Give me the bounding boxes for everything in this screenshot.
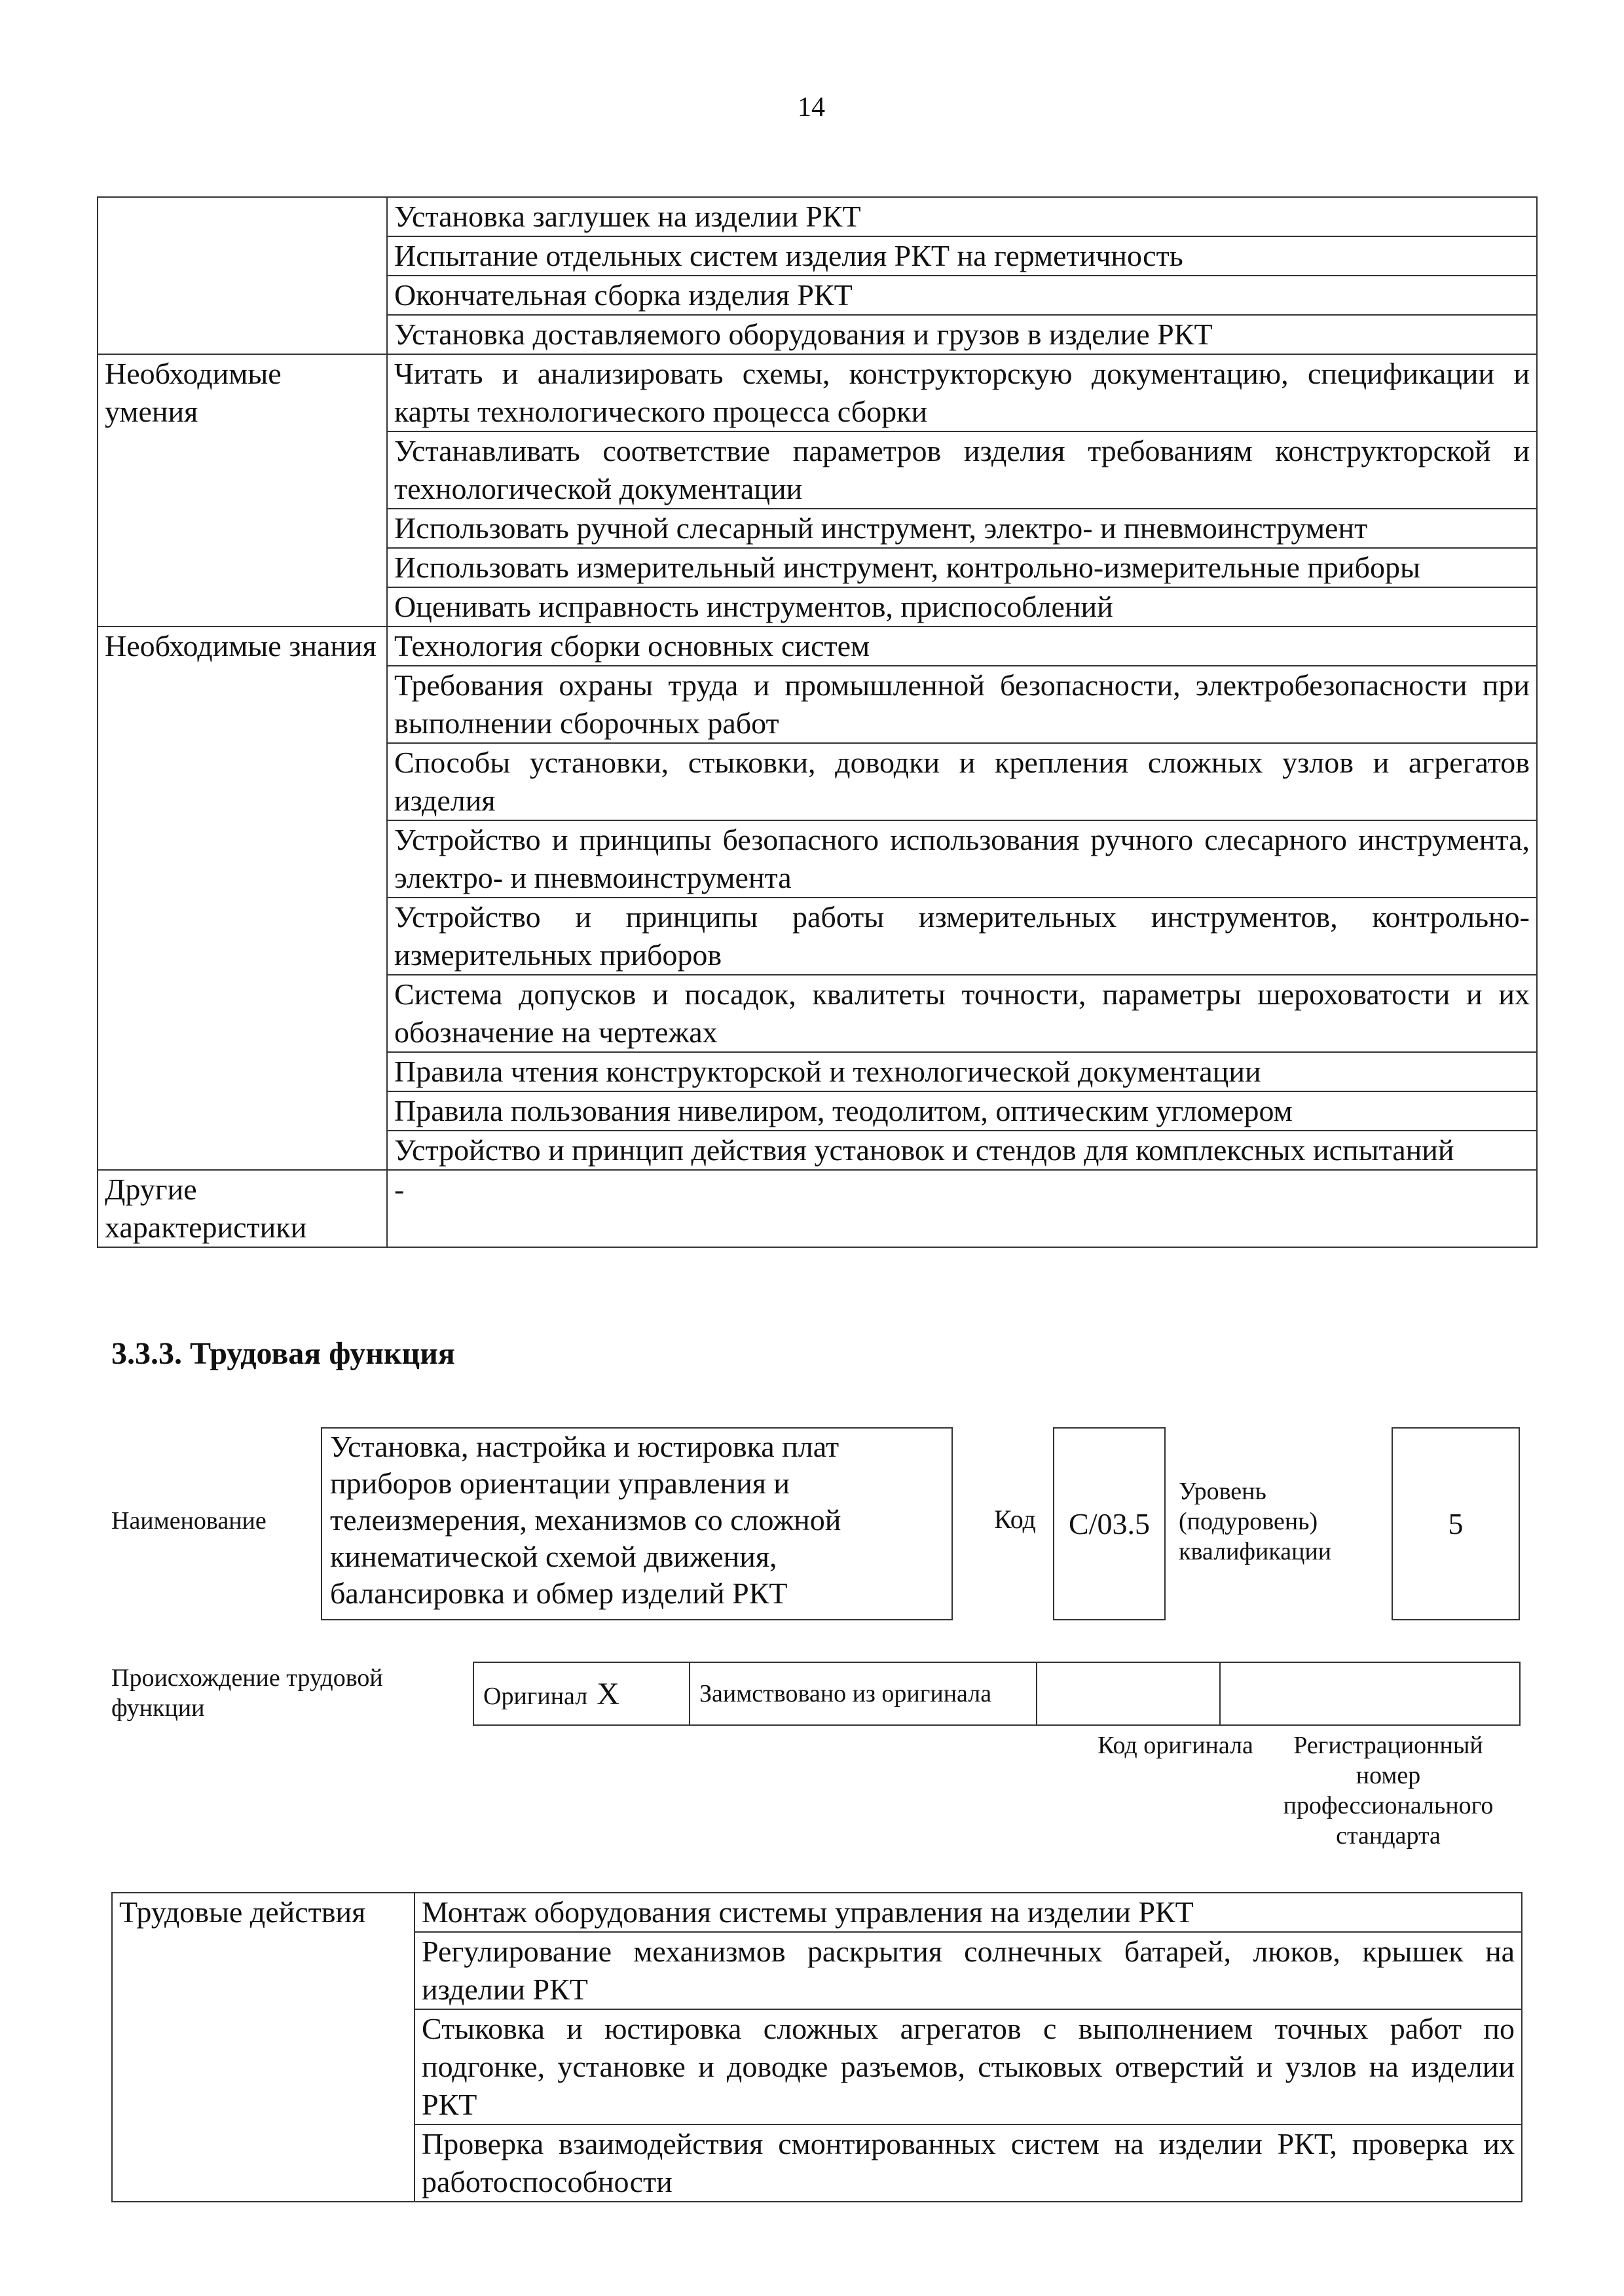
table-row <box>98 197 1537 236</box>
page-number: 14 <box>798 92 825 122</box>
table-cell: Регулирование механизмов раскрытия солнечных батарей, люков, крышек на изделии РКТ <box>415 1932 1522 2009</box>
table-cell: Способы установки, стыковки, доводки и крепления сложных узлов и агрегатов изделия <box>387 743 1537 820</box>
table-cell: Проверка взаимодействия смонтированных систем на изделии РКТ, проверка их работоспособности <box>415 2124 1522 2202</box>
table-row <box>98 1170 1537 1247</box>
level-box: 5 <box>1392 1427 1520 1620</box>
table-cell: Стыковка и юстировка сложных агрегатов с выполнением точных работ по подгонке, установке и доводке разъемов, стыковых отверстий и узлов на изделии РКТ <box>415 2009 1522 2124</box>
table-row <box>98 354 1537 431</box>
row-label: Необходимые знания <box>98 627 387 1170</box>
table-row <box>112 1893 1522 1932</box>
origin-label: Происхождение трудовой функции <box>111 1664 383 1722</box>
original-cell <box>473 1662 690 1725</box>
table-cell: Использовать ручной слесарный инструмент, электро- и пневмоинструмент <box>387 509 1537 548</box>
table-cell: Правила чтения конструкторской и технологической документации <box>387 1052 1537 1091</box>
reg-number-cell <box>1220 1662 1520 1725</box>
code-box: С/03.5 <box>1053 1427 1166 1620</box>
row-label: Другие характеристики <box>98 1170 387 1247</box>
table-cell: Окончательная сборка изделия РКТ <box>387 276 1537 315</box>
reg-number-label: Регистрационный номер профессионального стандарта <box>1283 1732 1494 1850</box>
row-label: Трудовые действия <box>112 1893 415 2202</box>
table-cell: - <box>387 1170 1537 1247</box>
table-cell: Требования охраны труда и промышленной безопасности, электробезопасности при выполнении сборочных работ <box>387 666 1537 743</box>
labor-actions-table <box>111 1892 1522 2202</box>
table-cell: Монтаж оборудования системы управления на изделии РКТ <box>415 1893 1522 1932</box>
row-label: Необходимые умения <box>98 354 387 627</box>
table-cell: Устройство и принцип действия установок и стендов для комплексных испытаний <box>387 1131 1537 1170</box>
function-name-box: Установка, настройка и юстировка плат приборов ориентации управления и телеизмерения, механизмов со сложной кинематической схемой движения, балансировка и обмер изделий РКТ <box>321 1427 953 1620</box>
table-row <box>98 627 1537 666</box>
table-cell: Использовать измерительный инструмент, контрольно-измерительные приборы <box>387 548 1537 587</box>
origin-table <box>473 1662 1521 1726</box>
level-label: Уровень (подуровень) квалификации <box>1179 1478 1332 1565</box>
code-original-cell <box>1037 1662 1220 1725</box>
table-cell: Технология сборки основных систем <box>387 627 1537 666</box>
table-cell: Устанавливать соответствие параметров изделия требованиям конструкторской и технологической документации <box>387 431 1537 509</box>
code-label: Код <box>994 1504 1036 1534</box>
original-mark: X <box>597 1676 619 1711</box>
table-cell: Оценивать исправность инструментов, приспособлений <box>387 587 1537 627</box>
table-cell: Система допусков и посадок, квалитеты точности, параметры шероховатости и их обозначение на чертежах <box>387 975 1537 1052</box>
table-cell: Устройство и принципы безопасного использования ручного слесарного инструмента, электро- и пневмоинструмента <box>387 820 1537 898</box>
table-cell: Читать и анализировать схемы, конструкторскую документацию, спецификации и карты технологического процесса сборки <box>387 354 1537 431</box>
table-cell: Правила пользования нивелиром, теодолитом, оптическим угломером <box>387 1091 1537 1131</box>
section-heading: 3.3.3. Трудовая функция <box>111 1336 455 1371</box>
table-cell: Устройство и принципы работы измерительных инструментов, контрольно-измерительных приборов <box>387 898 1537 975</box>
name-label: Наименование <box>111 1507 267 1535</box>
table-cell: Установка доставляемого оборудования и грузов в изделие РКТ <box>387 315 1537 354</box>
table-cell: Установка заглушек на изделии РКТ <box>387 197 1537 236</box>
row-label <box>98 197 387 354</box>
skills-knowledge-table <box>97 196 1538 1248</box>
borrowed-cell: Заимствовано из оригинала <box>690 1662 1037 1725</box>
table-cell: Испытание отдельных систем изделия РКТ на герметичность <box>387 236 1537 276</box>
original-text: Оригинал <box>483 1682 588 1710</box>
code-original-label: Код оригинала <box>1098 1732 1253 1759</box>
